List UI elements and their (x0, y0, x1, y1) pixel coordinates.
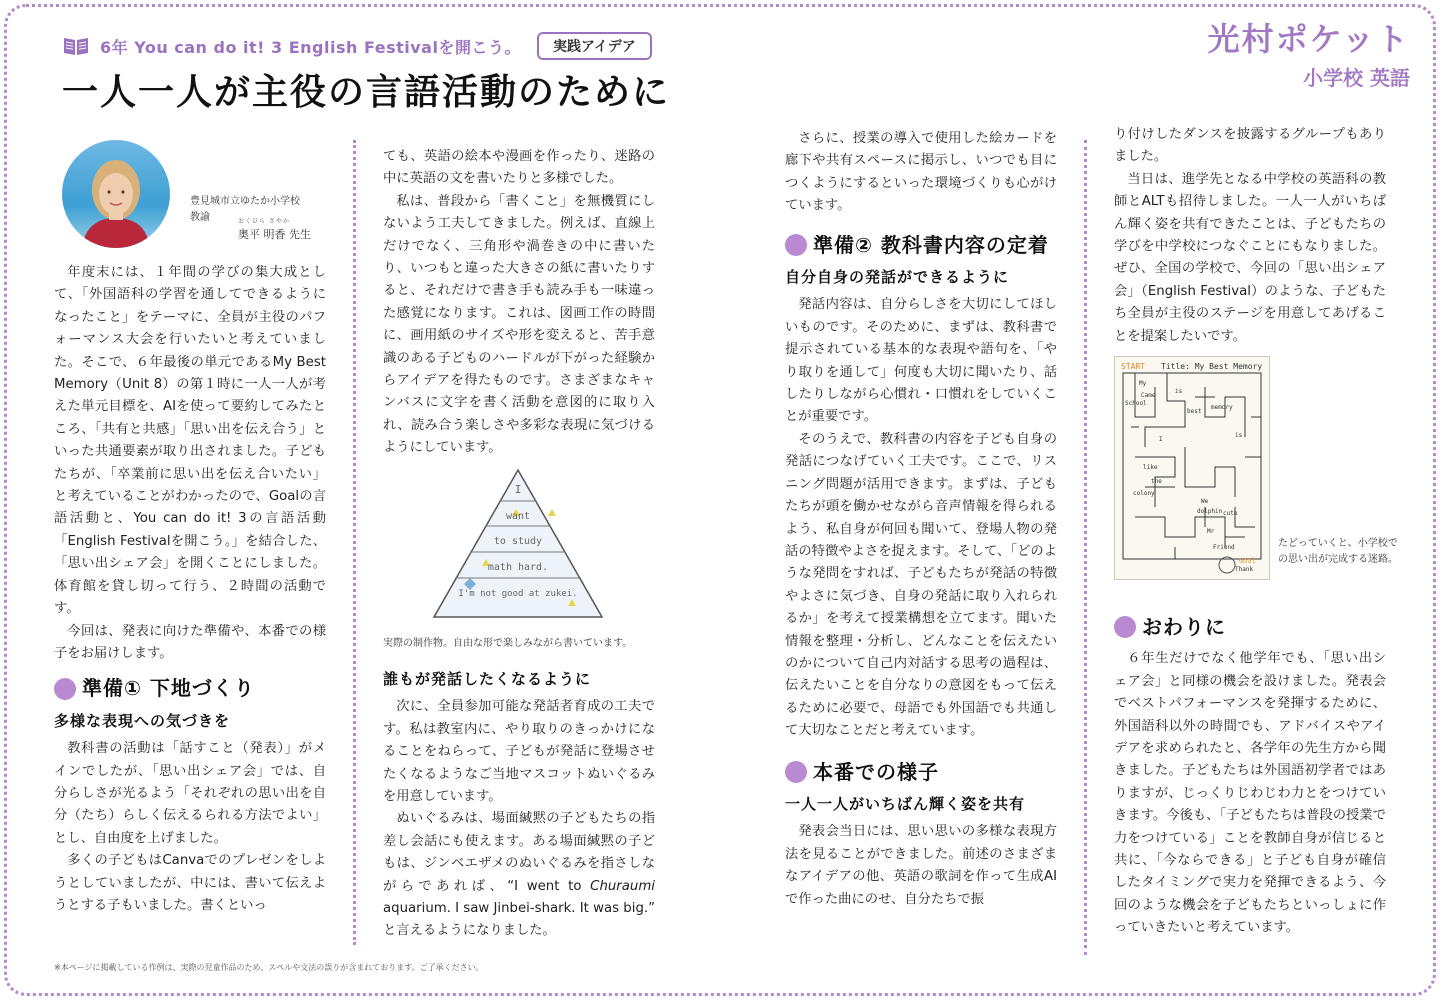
bullet-dot (54, 678, 76, 700)
maze-word: Came (1141, 392, 1156, 399)
section-heading-prep2: 準備② 教科書内容の定着 (785, 234, 1057, 256)
brand-name: 光村ポケット (1207, 20, 1410, 58)
footnote: ※本ページに掲載している作例は、実際の児童作品のため、スペルや文法の誤りが含まれております。ご了承ください。 (54, 963, 484, 972)
author-affiliation: 豊見城市立ゆたか小学校 教諭 (190, 196, 300, 223)
paragraph: ても、英語の絵本や漫画を作ったり、迷路の中に英語の文を書いたりと多様でした。 (383, 149, 655, 187)
column-4-lower (1114, 604, 1386, 940)
bullet-dot (785, 234, 807, 256)
maze-word: memory (1211, 404, 1233, 411)
maze-word: is (1175, 388, 1183, 395)
maze-goal-label: Goal (1239, 557, 1256, 565)
column-4 (1114, 124, 1386, 348)
maze-word: dolphin (1197, 508, 1223, 515)
maze-word: Thank (1235, 566, 1254, 573)
author-name: 奥平 明香 先生 (238, 228, 311, 241)
column-separator (353, 140, 356, 945)
artwork-caption: 実際の制作物。自由な形で楽しみながら書いています。 (383, 638, 633, 649)
maze-caption: たどっていくと、小学校での思い出が完成する迷路。 (1278, 538, 1398, 565)
paragraph: 私は、普段から「書くこと」を無機質にしないよう工夫してきました。例えば、直線上だけでなく、三角形や渦巻きの中に書いたり、いつもと違った大きさの紙に書いたりすると、それだけで書き手も読み手も一味違った感覚になります。これは、図画工作の時間に、画用紙のサイズや形を変えると、苦手意識のある子どものハードルが下がった経験からアイデアを得たものです。さまざまなキャンバスに文字を書く活動を意図的に取り入れ、読み合う楽しさや多彩な表現に気づけるようにしています。 (383, 193, 655, 456)
paragraph: さらに、授業の導入で使用した絵カードを廊下や共有スペースに掲示し、いつでも目につくようにするといった環境づくりも心がけています。 (785, 131, 1057, 214)
paragraph: 当日は、進学先となる中学校の英語科の教師とALTも招待しました。一人一人がいちばん輝く姿を共有できたことは、子どもたちの学びを中学校につなぐことにもなりました。ぜひ、全国の学校で、今回の「思い出シェア会」（English Festival）のような、子どもたち全員が主役のステージを用意してあげることを提案したいです。 (1114, 171, 1386, 344)
maze-word: cute (1223, 510, 1238, 517)
paragraph: 多くの子どもはCanvaでのプレゼンをしようとしていましたが、中には、書いて伝えようとする子もいました。書くといっ (54, 853, 326, 913)
maze-word: School (1125, 400, 1147, 407)
paragraph: 次に、全員参加可能な発話者育成の工夫です。私は教室内に、やり取りのきっかけになることをねらって、子どもが発話に登場させたくなるようなご当地マスコットぬいぐるみを用意しています。 (383, 699, 655, 805)
author-furigana: おくひら さやか (238, 218, 290, 225)
column-separator (1084, 140, 1087, 955)
page-title: 一人一人が主役の言語活動のために (62, 72, 671, 113)
section-heading-conclusion: おわりに (1114, 616, 1386, 638)
brand (1208, 14, 1410, 91)
paragraph: 教科書の活動は「話すこと（発表）」がメインでしたが、「思い出シェア会」では、自分らしさが光るよう「それぞれの思い出を自分（たち）らしく伝えるられる方法でよい」とし、自由度を上げました。 (54, 741, 326, 846)
series-line (62, 32, 652, 60)
paragraph: 今回は、発表に向けた準備や、本番での様子をお届けします。 (54, 623, 326, 661)
maze-word: I (1159, 436, 1163, 443)
maze-word: like (1143, 464, 1158, 471)
paragraph: 年度末には、１年間の学びの集大成として、「外国語科の学習を通してできるようになったこと」をテーマに、全員が主役のパフォーマンス大会を行いたいと考えていました。そこで、６年最後の単元であるMy Best Memory（Unit 8）の第１時に一人一人が考えた単元目標を、AIを使って要約してみたところ、「共有と共感」「思い出を伝え合う」といった共通要素が取り出されました。子どもたちが、「卒業前に思い出を伝え合いたい」と考えていることがわかったので、Goalの言語活動と、You can do it! 3の言語活動「English Festivalを開こう。」を結合した、「思い出シェア会」を開くことにしました。体育館を貸し切って行う、２時間の活動です。 (54, 265, 326, 617)
practice-idea-badge: 実践アイデア (537, 32, 652, 60)
pyramid-line-5: I'm not good at zukei. (458, 589, 578, 599)
maze-word: Friend (1213, 544, 1235, 551)
maze-word: best (1187, 408, 1202, 415)
paragraph: そのうえで、教科書の内容を子ども自身の発話につなげていく工夫です。ここで、リスニング問題が活用できます。まずは、子どもたちが頭を働かせながら音声情報を得られるよう、私自身が何回も聞いて、登場人物の発話の特徴やよさを捉えます。そして、「どのような発問をすれば、子どもたちが発話の特徴やよさに気づき、自身の発話に取り入れられるか」を考えて授業構想を立てます。聞いた情報を整理・分析し、どんなことを伝えたいのかについて自己内対話する思考の過程は、伝えたいことを自分なりの意図をもって伝えるために必要で、母語でも外国語でも共通して大切なことだと考えています。 (785, 431, 1057, 739)
bullet-dot (1114, 616, 1136, 638)
maze-word: We (1201, 498, 1209, 505)
maze-word: colony (1133, 490, 1155, 497)
section-heading-performance: 本番での様子 (785, 761, 1057, 783)
paragraph: ６年生だけでなく他学年でも、「思い出シェア会」と同様の機会を設けました。発表会でベストパフォーマンスを発揮するために、外国語科以外の時間でも、アドバイスやアイデアを求められたと、各学年の先生方から聞きました。子どもたちは外国語初学者ではありますが、じっくりじわじわ力とをつけていきます。今後も、「子どもたちは普段の授業で力をつけている」ことを教師自身が信じると共に、「今ならできる」と子ども自身が確信したタイミングで実力を発揮できるよう、今回のような機会を子どもたちといっしょに作っていきたいと考えています。 (1114, 651, 1386, 936)
subheading: 誰もが発話したくなるように (383, 670, 592, 688)
column-2-lower (383, 664, 655, 943)
paragraph: り付けしたダンスを披露するグループもありました。 (1114, 127, 1386, 165)
author-profile (62, 140, 362, 250)
paragraph: 発表会当日には、思い思いの多様な表現方法を見ることができました。前述のさまざまなアイデアの他、英語の歌詞を作って生成AIで作った曲にのせ、自分たちで振 (785, 824, 1057, 907)
pyramid-line-2: want (505, 511, 531, 522)
subheading: 自分自身の発話ができるように (785, 268, 1010, 287)
pyramid-line-1: I (514, 483, 522, 496)
bullet-dot (785, 761, 807, 783)
column-2 (383, 146, 655, 460)
maze-word: My (1139, 380, 1147, 387)
column-1 (54, 262, 326, 917)
brand-subtitle: 小学校 英語 (1303, 66, 1410, 90)
paragraph: ぬいぐるみは、場面緘黙の子どもたちの指差し会話にも使えます。ある場面緘黙の子どもは、ジンベエザメのぬいぐるみを指さしながらであれば、“I went to Churaumi aquarium. I saw Jinbei-shark. It was big.” と言えるようになりました。 (383, 811, 655, 939)
paragraph: 発話内容は、自分らしさを大切にしてほしいものです。そのために、まずは、教科書で提示されている基本的な表現や語句を、「やり取りを通して」何度も大切に聞いたり、話したりしながら心慣れ・口慣れをしていくことが重要です。 (785, 297, 1057, 425)
maze-title: Title: My Best Memory (1161, 362, 1263, 371)
author-photo (62, 140, 170, 248)
series-label: 6年 You can do it! 3 English Festivalを開こう。 (100, 37, 521, 57)
maze-word: the (1151, 478, 1162, 485)
maze-word: is (1235, 432, 1243, 439)
pyramid-line-3: to study (493, 536, 543, 547)
pyramid-line-4: math hard. (487, 562, 549, 573)
pyramid-writing-artwork (430, 466, 606, 621)
maze-word: Mr (1207, 528, 1215, 535)
section-heading-prep1: 準備① 下地づくり (54, 677, 326, 699)
subheading: 多様な表現への気づきを (54, 711, 231, 730)
column-3 (785, 128, 1057, 911)
subheading: 一人一人がいちばん輝く姿を共有 (785, 794, 1026, 813)
maze-start-label: START (1121, 362, 1146, 371)
maze-artwork (1114, 356, 1270, 580)
book-icon (62, 35, 90, 57)
